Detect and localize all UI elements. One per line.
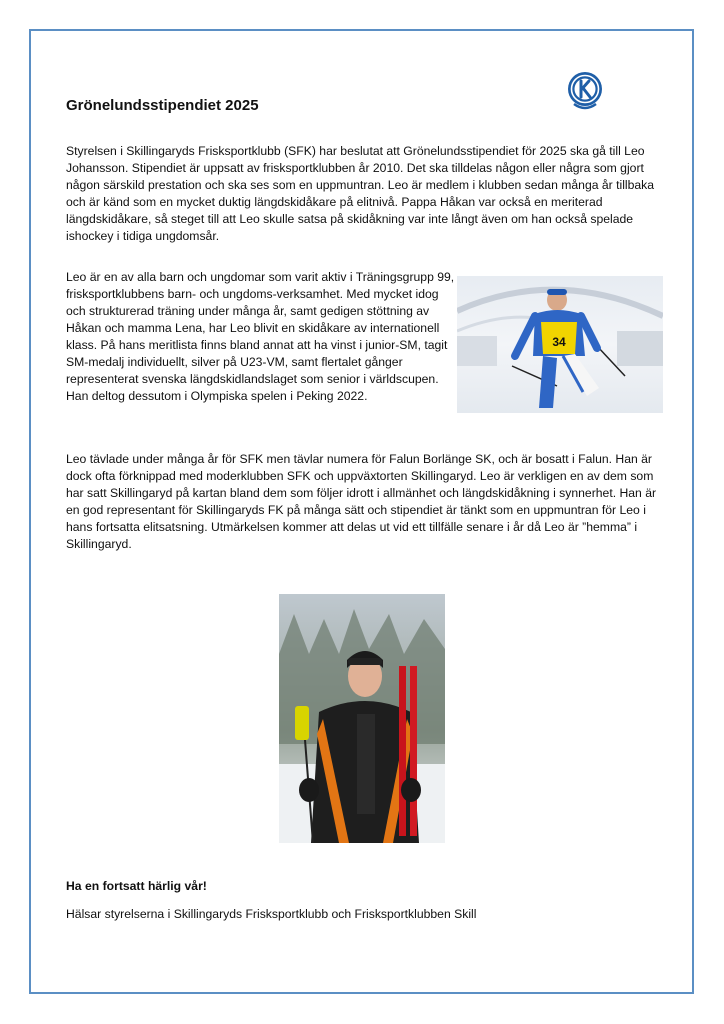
paragraph-current-club: Leo tävlade under många år för SFK men tävlar numera för Falun Borlänge SK, och är bosatt i Falun. Han är dock ofta förknippad med moderklubben SFK och uppväxtorten Skillingaryd. Leo är verkligen en av dem som har satt Skillingaryd på kartan bland dem som följer idrott i allmänhet och längdskidåkning i synnerhet. Han är en god representant för Skillingaryds FK på många sätt och stipendiet är tänkt som en uppmuntran för Leo i hans fortsatta elitsatsning. Utmärkelsen kommer att delas ut vid ett tillfälle senare i år då Leo är ”hemma” i Skillingaryd. xyxy=(66,452,657,551)
skier-racing-photo xyxy=(457,276,663,413)
signature-line: Hälsar styrelserna i Skillingaryds Frisksportklubb och Frisksportklubben Skill xyxy=(66,907,477,921)
club-emblem-icon xyxy=(565,70,605,112)
skier-portrait-photo xyxy=(279,594,445,843)
document-title: Grönelundsstipendiet 2025 xyxy=(66,97,259,114)
paragraph-training: Leo är en av alla barn och ungdomar som varit aktiv i Träningsgrupp 99, frisksportklubbens barn- och ungdoms-verksamhet. Med mycket idog och strukturerad träning under många år, samt gedigen stöttning av Håkan och mamma Lena, har Leo blivit en skidåkare av internationell klass. På hans meritlista finns bland annat att ha vinst i junior-SM, tagit SM-medalj individuellt, silver på U23-VM, samt flertalet gånger representerat svenska längdskidlandslaget som senior i världscupen. Han deltog dessutom i Olympiska spelen i Peking 2022. xyxy=(66,270,455,403)
paragraph-intro: Styrelsen i Skillingaryds Frisksportklubb (SFK) har beslutat att Grönelundsstipendiet för 2025 ska gå till Leo Johansson. Stipendiet är uppsatt av frisksportklubben år 2010. Det ska tilldelas någon eller några som gjort någon särskild prestation och ska ses som en uppmuntran. Leo är medlem i klubben sedan många år tillbaka och är känd som en mycket duktig längdskidåkare på elitnivå. Pappa Håkan var också en meriterad längdskidåkare, så steget till att Leo skulle satsa på skidåkning var inte långt även om han också spelade ishockey i tidiga ungdomsår. xyxy=(66,144,655,243)
race-bib-number: 34 xyxy=(552,335,566,349)
closing-greeting: Ha en fortsatt härlig vår! xyxy=(66,879,207,893)
